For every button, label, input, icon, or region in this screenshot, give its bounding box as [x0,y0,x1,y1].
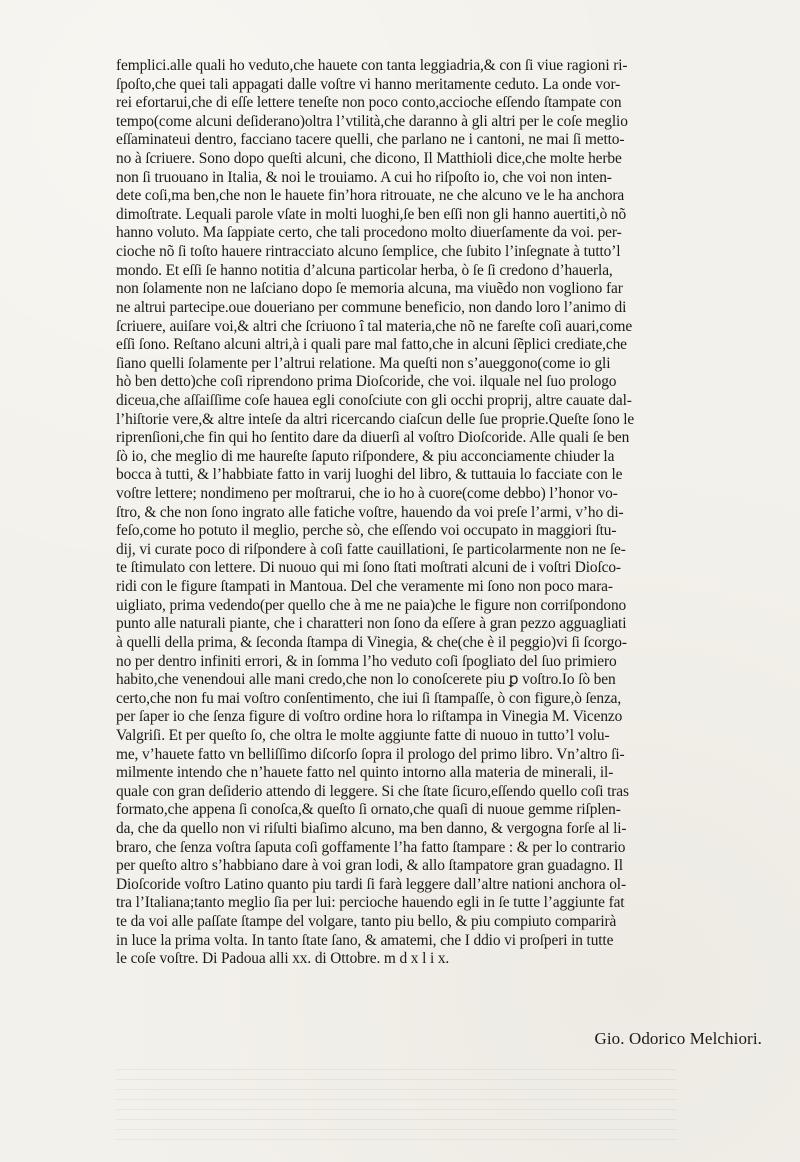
text-line: ſtro, & che non ſono ingrato alle fatiche voſtre, hauendo da voi preſe l’armi, v’ho di- [116,503,624,521]
text-line: eſſaminateui dentro, facciano tacere quelli, che parlano ne i cantoni, ne mai ſi metto- [116,131,625,149]
text-line: uigliato, prima vedendo(per quello che à me ne paia)che le figure non corriſpondono [116,596,627,614]
text-line: ſò io, che meglio di me haureſte ſaputo riſpondere, & piu acconciamente chiuder la [116,447,615,465]
text-line: non ſolamente non ne laſciano dopo ſe memoria alcuna, ma viuẽdo non vogliono far [116,280,623,298]
text-line: tra l’Italiana;tanto meglio ſia per lui: percioche hauendo egli in ſe tutte l’aggiunte fat [116,894,625,912]
text-line: punto alle naturali piante, che i charatteri non ſono da eſſere à gran pezzo agguagliati [116,615,627,633]
text-line: per ſaper io che ſenza figure di voſtro ordine hora lo riſtampa in Vinegia M. Vicenzo [116,708,623,726]
text-line: femplici.alle quali ho veduto,che hauete con tanta leggiadria,& con ſi viue ragioni ri- [116,57,628,74]
text-line: voſtre lettere; nondimeno per moſtrarui, che io ho à cuore(come debbo) l’honor vo- [116,485,618,503]
text-line: quale con gran deſiderio attendo di leggere. Si che ſtate ſicuro,eſſendo quello coſi tras [116,782,629,800]
text-line: braro, che ſenza voſtra ſaputa coſi goffamente l’ha fatto ſtampare : & per lo contrario [116,838,626,856]
text-line: me, v’hauete fatto vn belliſſimo diſcorſo ſopra il prologo del primo libro. Vn’altro ſi- [116,745,625,763]
text-line: no à ſcriuere. Sono dopo queſti alcuni, che dicono, Il Matthioli dice,che molte herbe [116,150,622,168]
text-line: in luce la prima volta. In tanto ſtate ſano, & amatemi, che I ddio vi proſperi in tutte [116,931,614,949]
text-line: hanno voluto. Ma ſappiate certo, che tali procedono molto diuerſamente da voi. per- [116,224,622,242]
text-line: cioche nõ ſi toſto hauere rintracciato alcuno ſemplice, che ſubito l’inſegnate à tutto’l [116,243,621,261]
text-line: bocca à tutti, & l’habbiate fatto in varij luoghi del libro, & tuttauia lo facciate con le [116,466,623,484]
text-line: Dioſcoride voſtro Latino quanto piu tardi ſi farà leggere dall’altre nationi anchora ol- [116,875,626,893]
text-line: eſſi ſono. Reſtano alcuni altri,à i quali pare mal fatto,che in alcuni ſẽplici crediate,che [116,336,627,354]
text-line: habito,che venendoui alle mani credo,che non lo conoſcerete piu ꝑ voſtro.Io ſò ben [116,671,616,689]
text-line: formato,che appena ſi conoſca,& queſto ſi ornato,che quaſi di nuoue gemme riſplen- [116,801,621,819]
text-line: dij, vi curate poco di riſpondere à coſi fatte cauillationi, ſe particolarmente non ne ſe- [116,540,626,558]
text-line: à quelli della prima, & ſeconda ſtampa di Vinegia, & che(che è il peggio)vi ſi ſcorgo- [116,633,627,651]
text-line: hò ben detto)che coſi riprendono prima Dioſcoride, che voi. ilquale nel ſuo prologo [116,373,617,391]
paper-show-through [116,1060,676,1140]
text-line: Valgriſi. Et per queſto ſo, che oltra le molte aggiunte fatte di nuouo in tutto’l volu- [116,726,610,744]
text-line: ne altrui partecipe.oue doueriano per commune beneficio, non dando loro l’animo di [116,298,627,316]
text-line: no per dentro infiniti errori, & in ſomma l’ho veduto coſi ſpogliato del ſuo primiero [116,652,617,670]
text-line: ſcriuere, auiſare voi,& altri che ſcriuono î tal materia,che nõ ne fareſte coſi auari,come [116,317,633,335]
text-line: tempo(come alcuni deſiderano)oltra l’vtilità,che daranno à gli altri per le coſe meglio [116,112,628,130]
text-line: da, che da quello non vi riſulti biaſimo alcuno, ma ben danno, & vergogna forſe al li- [116,819,627,837]
text-line: ridi con le figure ſtampati in Mantoua. Del che veramente mi ſono non poco mara- [116,578,613,596]
text-line: ſiano quelli ſolamente per l’altrui relatione. Ma queſti non s’aueggono(come io gli [116,354,611,372]
text-line: per queſto altro s’habbiano dare à voi gran lodi, & allo ſtampatore gran guadagno. Il [116,857,623,875]
text-line: milmente intendo che n’hauete fatto nel quinto intorno alla materia de minerali, il- [116,764,614,782]
text-line: non ſi truouano in Italia, & noi le trouiamo. A cui ho riſpoſto io, che voi non inten- [116,168,612,186]
text-line: diceua,che aſſaiſſime coſe hauea egli conoſciute con gli occhi proprij, altre cauate dal- [116,391,632,409]
text-line: te ſtimulato con lettere. Di nuouo qui mi ſono ſtati moſtrati alcuni de i voſtri Dioſco- [116,559,621,577]
signature-line: Gio. Odorico Melchiori. [594,1029,762,1048]
text-line: le coſe voſtre. Di Padoua alli xx. di Ottobre. m d x l i x. [116,950,450,968]
text-line: mondo. Et eſſi ſe hanno notitia d’alcuna particolar herba, ò ſe ſi credono d’hauerla, [116,261,613,279]
text-line: certo,che non fu mai voſtro conſentimento, che iui ſi ſtampaſſe, ò con figure,ò ſenza, [116,689,622,707]
text-line: riprenſioni,che fin qui ho ſentito dare da diuerſi al voſtro Dioſcoride. Alle quali ſe ben [116,429,630,447]
text-line: rei efortarui,che di eſſe lettere teneſte non poco conto,accioche eſſendo ſtampate con [116,94,622,112]
text-line: te da voi alle paſſate ſtampe del volgare, tanto piu bello, & piu compiuto comparirà [116,913,617,931]
text-line: ſpoſto,che quei tali appagati dalle voſtre vi hanno meritamente ceduto. La onde vor- [116,75,621,93]
text-line: feſo,come ho potuto il meglio, perche sò, che eſſendo voi occupato in maggiori ſtu- [116,522,617,540]
text-line: dete coſi,ma ben,che non le hauete fin’hora ritrouate, ne che alcuno ve le ha anchora [116,187,625,205]
letter-text [116,57,793,969]
text-line: dimoſtrate. Lequali parole vſate in molti luoghi,ſe ben eſſi non gli hanno auertiti,ò nõ [116,205,627,223]
text-line: l’hiſtorie vere,& altre inteſe da altri ricercando ciaſcun delle ſue proprie.Queſte ſono le [116,410,635,428]
